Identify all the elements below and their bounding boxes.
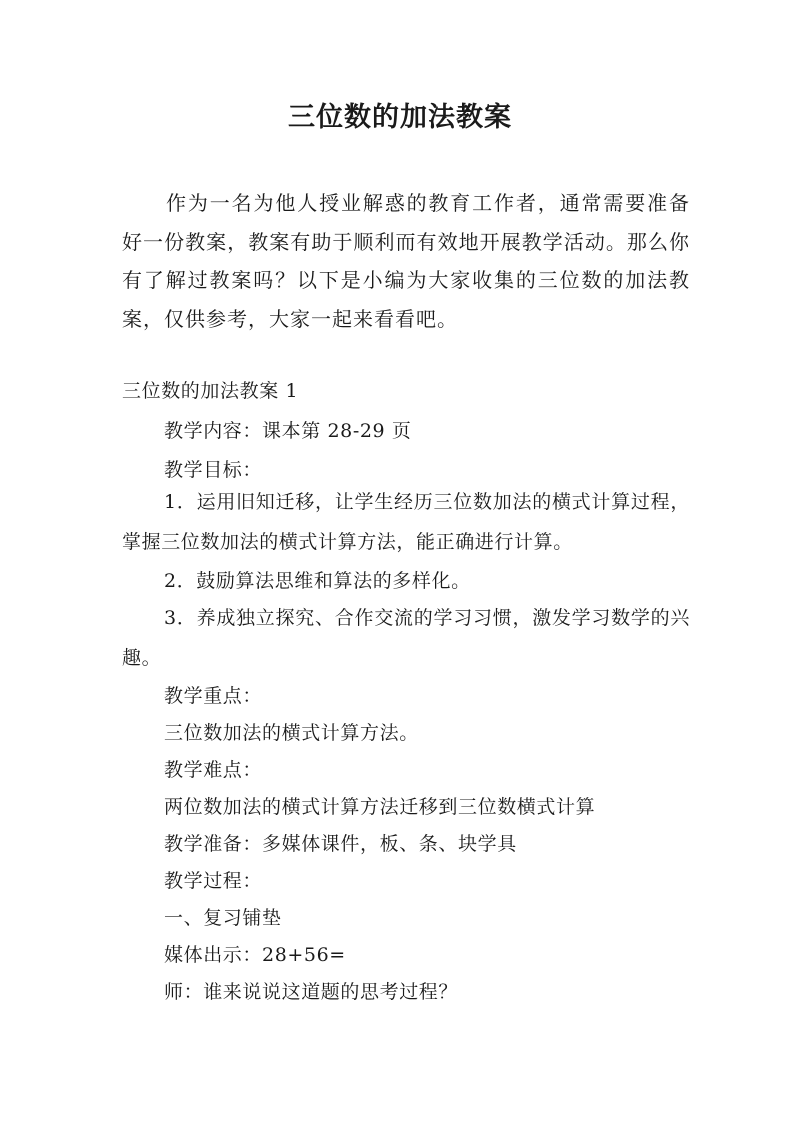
teacher-line: 师：谁来说说这道题的思考过程？ [164, 981, 459, 1003]
content-line: 教学内容：课本第 28-29 页 [164, 420, 412, 442]
key-text: 三位数加法的横式计算方法。 [164, 722, 419, 744]
key-heading: 教学重点： [164, 685, 263, 707]
intro-paragraph: 作为一名为他人授业解惑的教育工作者，通常需要准备好一份教案，教案有助于顺利而有效地开展教学活动。那么你有了解过教案吗？以下是小编为大家收集的三位数的加法教案，仅供参考，大家一起来看看吧。 [122, 191, 690, 331]
process-heading: 教学过程： [164, 870, 263, 892]
goal-1: 1．运用旧知迁移，让学生经历三位数加法的横式计算过程，掌握三位数加法的横式计算方法，能正确进行计算。 [122, 491, 690, 553]
document-title: 三位数的加法教案 [288, 102, 512, 133]
step-1-heading: 一、复习铺垫 [164, 907, 282, 929]
section-heading: 三位数的加法教案 1 [122, 380, 299, 402]
prep-line: 教学准备：多媒体课件，板、条、块学具 [164, 833, 517, 855]
difficulty-text: 两位数加法的横式计算方法迁移到三位数横式计算 [164, 796, 596, 818]
media-line: 媒体出示：28+56= [164, 944, 346, 966]
goal-2: 2．鼓励算法思维和算法的多样化。 [164, 570, 471, 592]
goal-3: 3．养成独立探究、合作交流的学习习惯，激发学习数学的兴趣。 [122, 607, 690, 669]
difficulty-heading: 教学难点： [164, 759, 263, 781]
goals-heading: 教学目标： [164, 459, 263, 481]
